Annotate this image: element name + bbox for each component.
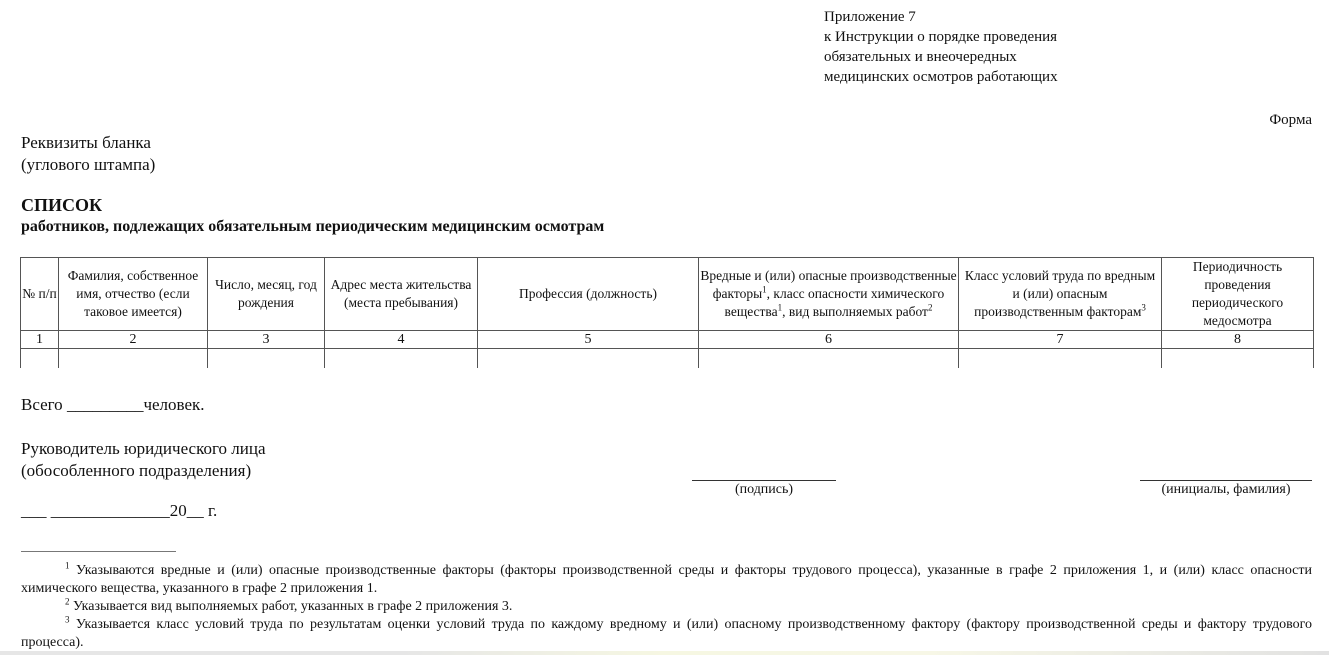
- footnote-mark: 3: [65, 614, 70, 625]
- form-label: Форма: [1269, 112, 1312, 128]
- column-number-row: [21, 331, 1314, 349]
- footnote-mark: 2: [65, 596, 70, 607]
- header-text: , класс опасности химического вещества: [724, 286, 945, 319]
- empty-cell[interactable]: [1162, 349, 1314, 369]
- requisites-line-1: Реквизиты бланка: [21, 133, 151, 152]
- appendix-line: к Инструкции о порядке проведения: [824, 29, 1058, 45]
- footnote-text: Указывается вид выполняемых работ, указанных в графе 2 приложения 3.: [73, 599, 513, 614]
- signature-label: (подпись): [734, 482, 794, 497]
- total-suffix: человек.: [143, 395, 205, 414]
- total-prefix: Всего: [21, 395, 63, 414]
- name-label: (инициалы, фамилия): [1161, 482, 1291, 497]
- appendix-line: медицинских осмотров работающих: [824, 69, 1058, 85]
- footnote-mark: 1: [65, 560, 70, 571]
- header-cell-full-name: Фамилия, собственное имя, отчество (если таковое имеется): [59, 258, 208, 331]
- column-number: 1: [21, 331, 59, 349]
- table-row-empty: [21, 349, 1314, 369]
- appendix-reference: [824, 7, 1058, 87]
- empty-cell[interactable]: [325, 349, 478, 369]
- header-cell-hazard-factors: [699, 258, 959, 331]
- column-number: 7: [959, 331, 1162, 349]
- date-line[interactable]: ___ ______________20__ г.: [21, 501, 218, 520]
- header-cell-number: № п/п: [21, 258, 59, 331]
- appendix-line: обязательных и внеочередных: [824, 49, 1017, 65]
- footnote-text: Указываются вредные и (или) опасные производственные факторы (факторы производственной среды и факторы трудового процесса), указанные в графе 2 приложения 1, и (или) класс опасности химического вещества, указанного в графе 2 приложения 1.: [21, 563, 1312, 596]
- footnote-divider: [21, 551, 176, 552]
- footnote-ref: 1: [762, 284, 767, 295]
- footnote-ref: 1: [777, 302, 783, 313]
- appendix-line: Приложение 7: [824, 9, 916, 25]
- footnote-2: [21, 598, 1312, 616]
- empty-cell[interactable]: [208, 349, 325, 369]
- empty-cell[interactable]: [478, 349, 699, 369]
- column-number: 8: [1162, 331, 1314, 349]
- header-cell-periodicity: Периодичность проведения периодического медосмотра: [1162, 258, 1314, 331]
- empty-cell[interactable]: [959, 349, 1162, 369]
- header-cell-address: Адрес места жительства (места пребывания): [325, 258, 478, 331]
- column-number: 5: [478, 331, 699, 349]
- employees-table: [20, 257, 1314, 368]
- letterhead-requisites: [21, 132, 155, 176]
- footnote-ref: 2: [927, 302, 933, 313]
- header-text: Класс условий труда по вредным и (или) опасным производственным факторам: [964, 268, 1156, 319]
- header-cell-working-conditions-class: [959, 258, 1162, 331]
- header-cell-profession: Профессия (должность): [478, 258, 699, 331]
- name-line[interactable]: [1140, 480, 1312, 481]
- document-subtitle: работников, подлежащих обязательным периодическим медицинским осмотрам: [21, 218, 605, 235]
- header-text: Вредные и (или) опасные производственные факторы: [700, 268, 957, 301]
- column-number: 2: [59, 331, 208, 349]
- head-line-1: Руководитель юридического лица: [21, 439, 266, 458]
- empty-cell[interactable]: [699, 349, 959, 369]
- header-cell-birth-date: Число, месяц, год рождения: [208, 258, 325, 331]
- column-number: 4: [325, 331, 478, 349]
- page-bottom-edge: [0, 651, 1329, 655]
- empty-cell[interactable]: [59, 349, 208, 369]
- footnote-text: Указывается класс условий труда по результатам оценки условий труда по каждому вредному и (или) опасному производственному фактору (фактору производственной среды и фактору трудового процесса).: [21, 617, 1312, 650]
- total-blank[interactable]: _________: [66, 395, 144, 414]
- head-line-2: (обособленного подразделения): [21, 461, 252, 480]
- column-number: 6: [699, 331, 959, 349]
- table-header-row: [21, 258, 1314, 331]
- total-line: [21, 395, 205, 415]
- header-text: , вид выполняемых работ: [782, 304, 928, 319]
- footnote-3: [21, 616, 1312, 652]
- footnote-ref: 3: [1141, 302, 1146, 313]
- column-number: 3: [208, 331, 325, 349]
- requisites-line-2: (углового штампа): [21, 155, 156, 174]
- head-of-entity-label: [21, 438, 266, 482]
- document-title: СПИСОК: [21, 195, 103, 215]
- signature-line[interactable]: [692, 480, 836, 481]
- empty-cell[interactable]: [21, 349, 59, 369]
- footnote-1: [21, 562, 1312, 598]
